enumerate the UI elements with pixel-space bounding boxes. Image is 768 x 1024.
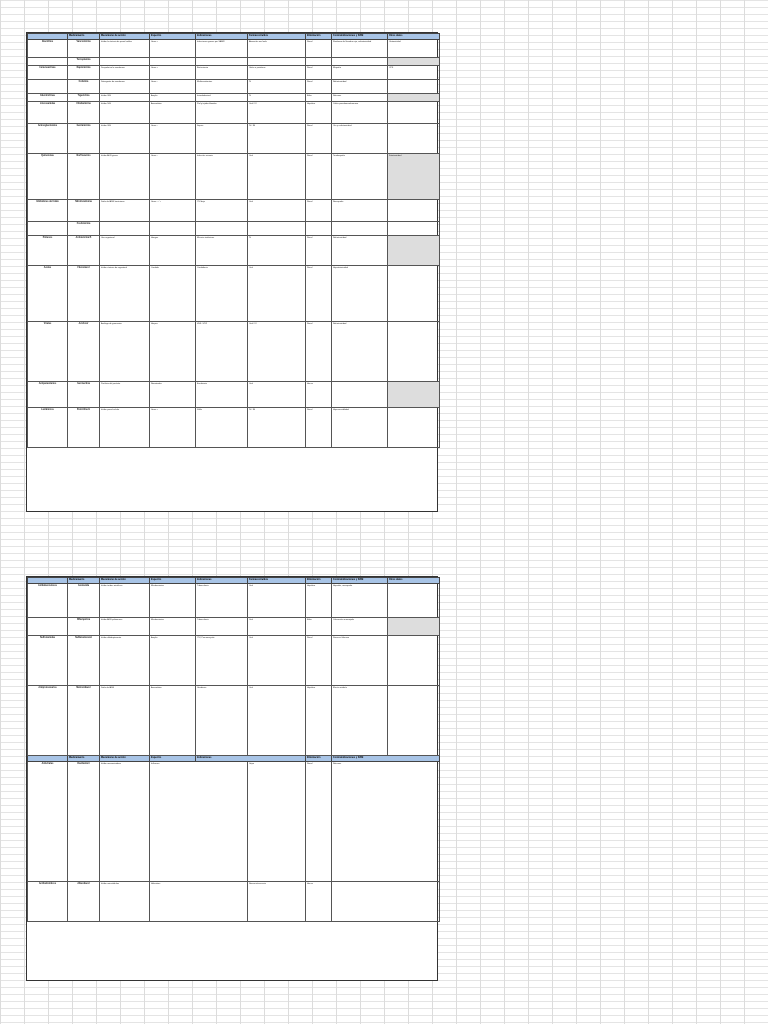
table-cell[interactable]: Síndrome del hombre rojo, nefrotoxicidad — [332, 40, 388, 58]
table-cell[interactable]: Intraabdominal — [196, 94, 248, 102]
drug-name-cell[interactable]: Fosfomicina — [68, 222, 100, 236]
table-row — [28, 882, 440, 922]
table-cell[interactable]: Oral / IV — [248, 102, 306, 124]
table-cell[interactable]: Oral — [248, 266, 306, 322]
table-cell[interactable]: Oral — [248, 584, 306, 618]
drug-name-cell[interactable]: Ivermectina — [68, 382, 100, 408]
table-cell[interactable]: Absorción oral nula — [248, 40, 306, 58]
drug-name-cell[interactable]: Daptomicina — [68, 66, 100, 80]
table-cell[interactable]: Multirresistentes — [196, 80, 248, 94]
table-cell[interactable]: Inhibe microtúbulos — [100, 882, 150, 922]
table-cell[interactable]: Anaerobios — [150, 686, 196, 756]
table-cell[interactable]: Gram − — [150, 124, 196, 154]
table-cell[interactable]: Biliar — [306, 618, 332, 636]
table-cell[interactable]: Inhibe la síntesis de pared celular — [100, 40, 150, 58]
table-cell[interactable]: Renal — [306, 200, 332, 222]
table-cell[interactable]: Renal — [306, 124, 332, 154]
table-cell[interactable]: Daño del ADN — [100, 686, 150, 756]
table-cell[interactable]: IV — [248, 236, 306, 266]
table-cell[interactable] — [332, 382, 388, 408]
column-header[interactable]: Contraindicaciones y RAM — [332, 34, 388, 40]
table-cell[interactable]: Hipersensibilidad — [332, 408, 388, 448]
drug-name-cell[interactable]: Oseltamivir — [68, 762, 100, 882]
table-row — [28, 266, 440, 322]
table-cell[interactable]: Gram − / + — [150, 200, 196, 222]
table-cell[interactable]: Hongos — [150, 236, 196, 266]
table-cell[interactable] — [100, 222, 150, 236]
table-cell[interactable]: Renal — [306, 154, 332, 200]
table-cell[interactable]: Escabiosis — [196, 382, 248, 408]
group-cell[interactable]: Lactámicos — [28, 408, 68, 448]
group-cell[interactable] — [28, 222, 68, 236]
table-row — [28, 66, 440, 80]
table-cell[interactable]: Amplio — [150, 94, 196, 102]
table-cell[interactable]: Hepática — [306, 102, 332, 124]
table-cell[interactable]: Candidiasis — [196, 266, 248, 322]
column-header[interactable]: Medicamento — [68, 34, 100, 40]
table-row — [28, 94, 440, 102]
table-cell[interactable]: Oral — [248, 618, 306, 636]
table-cell[interactable]: Renal — [306, 322, 332, 382]
table-cell[interactable]: Inhibe neuraminidasa — [100, 762, 150, 882]
table-row — [28, 124, 440, 154]
group-cell[interactable]: Antihelmínticos — [28, 882, 68, 922]
table-cell[interactable]: Despolariza la membrana — [100, 66, 150, 80]
table-cell[interactable]: Candida — [150, 266, 196, 322]
column-header[interactable]: Espectro — [150, 756, 196, 762]
group-cell[interactable] — [28, 58, 68, 66]
drug-name-cell[interactable]: Isoniazida — [68, 584, 100, 618]
table-cell[interactable]: Daño del ADN bacteriano — [100, 200, 150, 222]
table-cell[interactable]: Renal — [306, 66, 332, 80]
column-header[interactable]: Medicamento — [68, 756, 100, 762]
column-header[interactable]: Eliminación — [306, 34, 332, 40]
table-cell[interactable]: Unión a proteínas — [248, 66, 306, 80]
table-cell[interactable]: Gram + — [150, 40, 196, 58]
table-cell[interactable]: Hepática — [306, 686, 332, 756]
group-cell[interactable]: Lincosamidas — [28, 102, 68, 124]
table-cell[interactable]: Oral — [248, 382, 306, 408]
table-cell[interactable]: Renal — [306, 80, 332, 94]
table-cell[interactable] — [388, 200, 440, 222]
table-cell[interactable]: Parálisis del parásito — [100, 382, 150, 408]
table-cell[interactable] — [388, 102, 440, 124]
column-header[interactable]: Mecanismo de acción — [100, 578, 150, 584]
column-header[interactable]: Farmacocinética — [248, 578, 306, 584]
table-cell[interactable] — [332, 58, 388, 66]
table-cell[interactable]: Inhibe 30S — [100, 124, 150, 154]
table-cell[interactable]: Gram + — [150, 408, 196, 448]
table-cell[interactable]: CPK — [388, 66, 440, 80]
group-cell[interactable]: Antiparasitarios — [28, 382, 68, 408]
table-cell[interactable]: Heces — [306, 882, 332, 922]
drug-name-cell[interactable]: Aciclovir — [68, 322, 100, 382]
table-cell[interactable]: Náuseas — [332, 762, 440, 882]
group-cell[interactable]: Antituberculosos — [28, 584, 68, 618]
table-cell[interactable]: Náuseas — [332, 94, 388, 102]
table-cell[interactable]: Helmintos — [150, 882, 248, 922]
table-row — [28, 222, 440, 236]
table-row — [28, 80, 440, 94]
column-header[interactable]: Otros datos — [388, 34, 440, 40]
table-cell[interactable] — [150, 222, 196, 236]
group-cell[interactable]: Quinolonas — [28, 154, 68, 200]
table-cell[interactable]: Colitis pseudomembranosa — [332, 102, 388, 124]
table-cell[interactable]: Micobacterias — [150, 618, 196, 636]
table-cell[interactable]: Piel y tejidos blandos — [196, 102, 248, 124]
column-header[interactable]: Otros datos — [388, 578, 440, 584]
table-cell[interactable]: Renal — [306, 236, 332, 266]
table-cell[interactable]: Giardiasis — [196, 686, 248, 756]
drug-name-cell[interactable]: Albendazol — [68, 882, 100, 922]
table-cell[interactable]: Fototoxicidad — [388, 154, 440, 200]
table-cell[interactable] — [388, 322, 440, 382]
table-cell[interactable]: IV — [248, 80, 306, 94]
drug-name-cell[interactable]: Fluconazol — [68, 266, 100, 322]
table-row — [28, 618, 440, 636]
table-row — [28, 636, 440, 686]
column-header[interactable]: Eliminación — [306, 578, 332, 584]
drug-name-cell[interactable]: Vancomicina — [68, 40, 100, 58]
table-cell[interactable]: Oral — [248, 636, 306, 686]
table-cell[interactable]: Inhibe ADN girasa — [100, 154, 150, 200]
table-cell[interactable]: Renal — [306, 636, 332, 686]
table-row — [28, 58, 440, 66]
group-cell[interactable]: Glucilciclinas — [28, 94, 68, 102]
column-header[interactable]: Mecanismo de acción — [100, 34, 150, 40]
drug-name-cell[interactable]: Nitrofurantoína — [68, 200, 100, 222]
table-cell[interactable]: Nefrotoxicidad — [332, 80, 388, 94]
table-cell[interactable]: Inhibe dihidropteroato — [100, 636, 150, 686]
table-cell[interactable]: Herpes — [150, 322, 196, 382]
drug-name-cell[interactable]: Rifampicina — [68, 618, 100, 636]
table-cell[interactable] — [196, 58, 248, 66]
table-cell[interactable] — [196, 222, 248, 236]
table-row — [28, 686, 440, 756]
column-header[interactable]: Farmacocinética — [248, 34, 306, 40]
table-cell[interactable] — [150, 58, 196, 66]
table-cell[interactable]: Renal — [306, 762, 332, 882]
table-cell[interactable]: Infecciones graves por SAMR — [196, 40, 248, 58]
table-cell[interactable]: Miopatía — [332, 66, 388, 80]
group-cell[interactable]: Azoles — [28, 266, 68, 322]
sheet-1 — [26, 32, 438, 512]
column-header[interactable]: Indicaciones — [196, 34, 248, 40]
table-cell[interactable]: IV / IM — [248, 124, 306, 154]
group-cell[interactable] — [28, 618, 68, 636]
table-cell[interactable]: Renal — [306, 408, 332, 448]
table-cell[interactable]: Tuberculosis — [196, 618, 248, 636]
table-cell[interactable] — [100, 58, 150, 66]
table-cell[interactable]: Oral — [248, 200, 306, 222]
column-header[interactable]: Contraindicaciones y RAM — [332, 756, 440, 762]
group-cell[interactable]: Glucófitos — [28, 40, 68, 58]
drug-name-cell[interactable]: Teicoplanina — [68, 58, 100, 66]
table-cell[interactable]: Nematodos — [150, 382, 196, 408]
table-cell[interactable]: Gram − — [150, 154, 196, 200]
table-row — [28, 200, 440, 222]
group-cell[interactable]: Aminoglucósidos — [28, 124, 68, 154]
table-cell[interactable] — [388, 80, 440, 94]
column-header[interactable]: Espectro — [150, 578, 196, 584]
drug-name-cell[interactable]: Gentamicina — [68, 124, 100, 154]
table-cell[interactable] — [388, 382, 440, 408]
table-row — [28, 762, 440, 882]
column-header[interactable]: Indicaciones — [196, 578, 248, 584]
group-cell[interactable]: Polienos — [28, 236, 68, 266]
table-row — [28, 408, 440, 448]
table-cell[interactable] — [332, 882, 440, 922]
table-cell[interactable]: Nefrotoxicidad — [332, 322, 388, 382]
drug-name-cell[interactable]: Colistina — [68, 80, 100, 94]
table-cell[interactable]: Tendinopatía — [332, 154, 388, 200]
table-cell[interactable]: Ototoxicidad — [388, 40, 440, 58]
table-cell[interactable] — [388, 94, 440, 102]
sheet-2 — [26, 576, 438, 981]
group-cell[interactable]: Virales — [28, 322, 68, 382]
table-cell[interactable]: Influenza — [150, 762, 248, 882]
drug-name-cell[interactable]: Metronidazol — [68, 686, 100, 756]
table-cell[interactable]: Inhibe 30S — [100, 94, 150, 102]
table-cell[interactable]: Inhibe pared celular — [100, 408, 150, 448]
table-cell[interactable]: Micobacterias — [150, 584, 196, 618]
group-cell[interactable]: Inhibidores de folato — [28, 200, 68, 222]
table-row — [28, 322, 440, 382]
table-cell[interactable] — [388, 58, 440, 66]
table-cell[interactable]: Oral — [248, 154, 306, 200]
table-row — [28, 236, 440, 266]
table-cell[interactable]: Hepatotoxicidad — [332, 266, 388, 322]
table-cell[interactable]: IV / IM — [248, 408, 306, 448]
table-row — [28, 382, 440, 408]
table-cell[interactable] — [306, 222, 332, 236]
table-cell[interactable]: Oral / IV — [248, 322, 306, 382]
drug-name-cell[interactable]: Sulfametoxazol — [68, 636, 100, 686]
drug-table-1 — [27, 33, 440, 448]
table-cell[interactable]: Coloración anaranjada — [332, 618, 388, 636]
table-cell[interactable] — [388, 222, 440, 236]
table-cell[interactable] — [388, 124, 440, 154]
table-cell[interactable]: Sífilis — [196, 408, 248, 448]
group-cell[interactable]: Antiprotozoarios — [28, 686, 68, 756]
column-header[interactable]: Eliminación — [306, 756, 332, 762]
table-cell[interactable]: Gripe — [248, 762, 306, 882]
group-cell[interactable]: Sulfonamidas — [28, 636, 68, 686]
table-cell[interactable]: Anaerobios — [150, 102, 196, 124]
table-cell[interactable] — [248, 58, 306, 66]
table-row — [28, 584, 440, 618]
group-cell[interactable]: Inmunoactivas — [28, 66, 68, 80]
table-cell[interactable] — [388, 618, 440, 636]
table-cell[interactable] — [388, 408, 440, 448]
table-row — [28, 154, 440, 200]
table-cell[interactable]: Inhibe ARN polimerasa — [100, 618, 150, 636]
table-row — [28, 40, 440, 58]
table-cell[interactable]: Hepatitis, neuropatía — [332, 584, 388, 618]
table-cell[interactable]: Une ergosterol — [100, 236, 150, 266]
table-cell[interactable]: Hepática — [306, 584, 332, 618]
drug-name-cell[interactable]: Clindamicina — [68, 102, 100, 124]
table-cell[interactable]: Neurocisticercosis — [248, 882, 306, 922]
drug-table-2 — [27, 577, 440, 922]
table-cell[interactable]: Renal — [306, 40, 332, 58]
column-header[interactable]: Medicamento — [68, 578, 100, 584]
table-cell[interactable]: Neuropatía — [332, 200, 388, 222]
table-cell[interactable]: Inhibe síntesis de ergosterol — [100, 266, 150, 322]
table-cell[interactable]: ITU, Pneumocystis — [196, 636, 248, 686]
table-cell[interactable]: Gram − — [150, 80, 196, 94]
drug-name-cell[interactable]: Norfloxacino — [68, 154, 100, 200]
column-header[interactable]: Mecanismo de acción — [100, 756, 150, 762]
table-cell[interactable] — [332, 222, 388, 236]
drug-name-cell[interactable]: Tigeciclina — [68, 94, 100, 102]
table-row — [28, 102, 440, 124]
table-cell[interactable]: VHS / VVZ — [196, 322, 248, 382]
table-cell[interactable] — [248, 222, 306, 236]
table-cell[interactable]: Análogo de guanosina — [100, 322, 150, 382]
table-cell[interactable]: Efecto antabús — [332, 686, 388, 756]
table-cell[interactable] — [388, 584, 440, 618]
table-cell[interactable]: Detergente de membrana — [100, 80, 150, 94]
group-cell[interactable]: Antivirales — [28, 762, 68, 882]
table-cell[interactable]: ITU baja — [196, 200, 248, 222]
group-cell[interactable] — [28, 80, 68, 94]
table-cell[interactable]: Tuberculosis — [196, 584, 248, 618]
table-cell[interactable] — [388, 686, 440, 756]
table-cell[interactable]: Inhibe ácidos micólicos — [100, 584, 150, 618]
column-header[interactable]: Indicaciones — [196, 756, 306, 762]
drug-name-cell[interactable]: Penicilina G — [68, 408, 100, 448]
drug-name-cell[interactable]: Anfotericina B — [68, 236, 100, 266]
column-header[interactable]: Contraindicaciones y RAM — [332, 578, 388, 584]
table-cell[interactable]: Inhibe 50S — [100, 102, 150, 124]
table-cell[interactable]: Biliar — [306, 94, 332, 102]
table-cell[interactable] — [306, 58, 332, 66]
table-cell[interactable]: Oral — [248, 686, 306, 756]
table-cell[interactable]: Heces — [306, 382, 332, 408]
table-cell[interactable]: Renal — [306, 266, 332, 322]
table-cell[interactable]: Sepsis — [196, 124, 248, 154]
column-header[interactable]: Espectro — [150, 34, 196, 40]
table-cell[interactable]: IV — [248, 94, 306, 102]
table-cell[interactable]: Stevens-Johnson — [332, 636, 388, 686]
table-cell[interactable]: Bacteriemia — [196, 66, 248, 80]
table-cell[interactable]: Gram + — [150, 66, 196, 80]
table-cell[interactable] — [388, 236, 440, 266]
table-cell[interactable] — [388, 636, 440, 686]
table-cell[interactable]: Micosis sistémicas — [196, 236, 248, 266]
table-cell[interactable]: Nefrotoxicidad — [332, 236, 388, 266]
table-cell[interactable]: Amplio — [150, 636, 196, 686]
table-cell[interactable]: Oto y nefrotoxicidad — [332, 124, 388, 154]
table-cell[interactable]: Infección urinaria — [196, 154, 248, 200]
table-cell[interactable] — [388, 266, 440, 322]
